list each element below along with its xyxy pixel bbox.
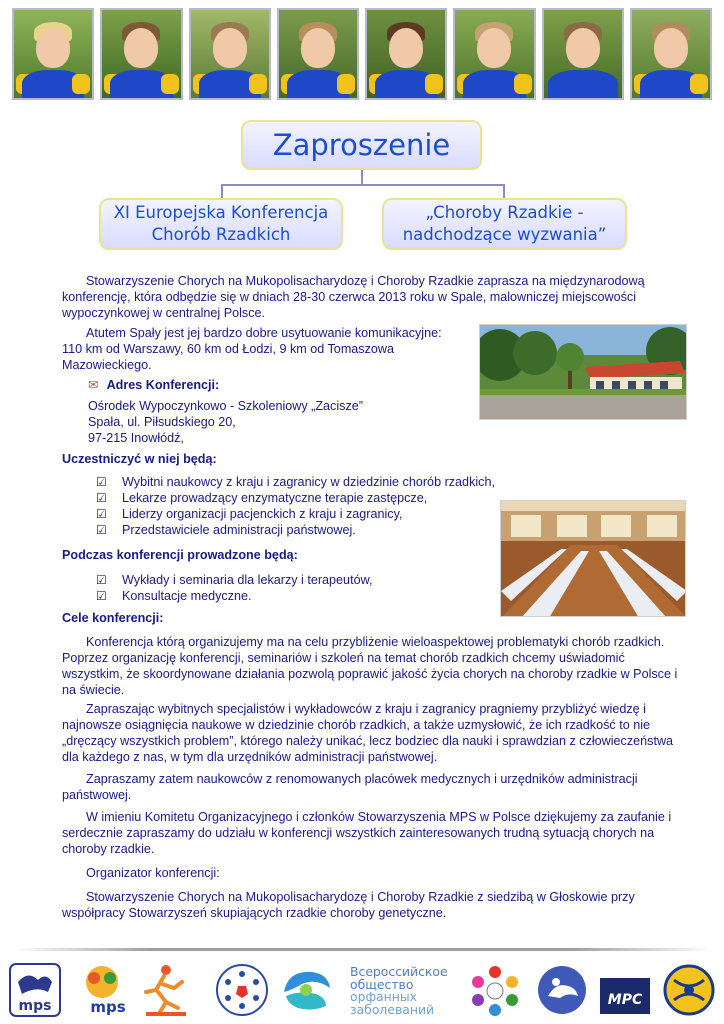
checkbox-icon: ☑ — [96, 523, 107, 537]
checkbox-icon: ☑ — [96, 589, 107, 603]
child-photo — [12, 8, 94, 100]
child-photo — [365, 8, 447, 100]
connector-line — [361, 170, 363, 185]
list-item: ☑ Liderzy organizacji pacjenckich z kraju i zagranicy, — [96, 507, 403, 521]
child-photo — [189, 8, 271, 100]
participants-list — [96, 474, 536, 538]
conference-name-line1: XI Europejska Konferencja — [113, 203, 329, 222]
conference-name-line2: Chorób Rzadkich — [151, 225, 291, 244]
ru-line4: заболеваний — [350, 1001, 435, 1017]
resort-photo — [479, 324, 687, 420]
ru-line1: Всероссийское — [350, 964, 448, 979]
location-line1: Atutem Spały jest jej bardzo dobre usytuowanie komunikacyjne: — [86, 326, 442, 340]
conference-theme-line2: nadchodzące wyzwania” — [402, 225, 607, 244]
address-line2: Spała, ul. Piłsudskiego 20, — [88, 415, 236, 429]
page-title: Zaproszenie — [272, 128, 451, 162]
location-line2: 110 km od Warszawy, 60 km od Łodzi, 9 km od Tomaszowa — [62, 342, 395, 356]
stars-circle-logo — [214, 962, 270, 1018]
during-list — [96, 572, 476, 604]
checkbox-icon: ☑ — [96, 507, 107, 521]
during-heading: Podczas konferencji prowadzone będą: — [62, 548, 298, 562]
goals-paragraph-2: Zapraszając wybitnych specjalistów i wykładowców z kraju i zagranicy pragniemy przybliżyć wiedzę i najnowsze osiągnięcia naukowe w dziedzinie chorób rzadkich, a także uzmysłowić, że ich rzadkość to nie „dręczący wszystkich problem”, którego należy unikać, lecz bodziec dla nauki i sprawdzian z człowieczeństwa dla każdego z nas, w tym dla urzędników administracji państwowej. — [62, 702, 674, 764]
child-photo — [630, 8, 712, 100]
child-photo — [277, 8, 359, 100]
puzzle-people-logo — [468, 962, 522, 1018]
child-photo — [100, 8, 182, 100]
mps-logo — [8, 962, 62, 1018]
list-item: ☑ Konsultacje medyczne. — [96, 589, 252, 603]
title-box — [241, 120, 482, 170]
list-item: ☑ Lekarze prowadzący enzymatyczne terapie zastępcze, — [96, 491, 428, 505]
child-photo — [542, 8, 624, 100]
mps-logo-text: mps — [18, 998, 52, 1014]
checkbox-icon: ☑ — [96, 491, 107, 505]
swirl-logo — [276, 962, 336, 1018]
footer-divider — [12, 948, 712, 951]
conference-name-box — [99, 198, 343, 250]
list-item: ☑ Wykłady i seminaria dla lekarzy i terapeutów, — [96, 573, 373, 587]
checkbox-icon: ☑ — [96, 573, 107, 587]
conference-theme-box — [382, 198, 627, 250]
runner-logo — [140, 962, 190, 1018]
address-line3: 97-215 Inowłódź, — [88, 431, 184, 445]
organizer-paragraph: Stowarzyszenie Chorych na Mukopolisacharydozę i Choroby Rzadkie z siedzibą w Głoskowie przy współpracy Stowarzyszeń skupiających rzadkie choroby genetyczne. — [62, 890, 635, 920]
location-paragraph — [62, 325, 482, 373]
goals-heading: Cele konferencji: — [62, 611, 164, 625]
connector-line — [221, 184, 223, 198]
address-heading: Adres Konferencji: — [106, 378, 220, 392]
russian-society-name — [350, 966, 448, 1016]
organizer-heading: Organizator konferencji: — [86, 866, 220, 880]
goals-paragraph-3: Zapraszamy zatem naukowców z renomowanych placówek medycznych i urzędników administracji państwowej. — [62, 772, 638, 802]
ru-line2: общество — [350, 976, 414, 992]
address-heading-row — [88, 377, 219, 392]
mps-color-logo-text: mps — [90, 998, 126, 1016]
goals-paragraph-4: W imieniu Komitetu Organizacyjnego i członków Stowarzyszenia MPS w Polsce dziękujemy za zaufanie i serdecznie zapraszamy do udziału w konferencji wszystkich zainteresowanych trudną sytuacją chorych na choroby rzadkie. — [62, 810, 672, 856]
checkbox-icon: ☑ — [96, 475, 107, 489]
conference-theme-line1: „Choroby Rzadkie - — [425, 203, 584, 222]
mps-color-logo — [72, 962, 132, 1018]
conference-hall-photo — [500, 500, 686, 617]
child-photo — [453, 8, 535, 100]
partner-logos — [6, 962, 718, 1018]
connector-line — [503, 184, 505, 198]
children-photo-strip — [12, 8, 712, 100]
participants-heading: Uczestniczyć w niej będą: — [62, 452, 217, 466]
connector-line — [221, 184, 504, 186]
mpc-logo — [598, 962, 652, 1018]
goals-paragraph-1: Konferencja którą organizujemy ma na celu przybliżenie wieloaspektowej problematyki chorób rzadkich. Poprzez organizację konferencji, seminariów i szkoleń na temat chorób rzadkich chcemy uświadomić wszystkim, że skoordynowane działania pozwolą poprawić jakość życia chorych na choroby rzadkie w Polsce i na świecie. — [62, 635, 678, 697]
intro-paragraph: Stowarzyszenie Chorych na Mukopolisacharydozę i Choroby Rzadkie zaprasza na międzynarodową konferencję, która odbędzie się w dniach 28-30 czerwca 2013 roku w Spale, malowniczej miejscowości wypoczynkowej w centralnej Polsce. — [62, 274, 645, 320]
ru-line3: орфанных — [350, 989, 417, 1005]
mpc-logo-text: MPC — [607, 992, 643, 1008]
location-line3: Mazowieckiego. — [62, 358, 152, 372]
list-item: ☑ Przedstawiciele administracji państwowej. — [96, 523, 356, 537]
address-block — [88, 398, 468, 446]
helping-hands-logo — [534, 962, 590, 1018]
envelope-icon: ✉ — [88, 377, 99, 392]
address-line1: Ośrodek Wypoczynkowo - Szkoleniowy „Zacisze” — [88, 399, 363, 413]
ball-logo — [662, 962, 716, 1018]
list-item: ☑ Wybitni naukowcy z kraju i zagranicy w dziedzinie chorób rzadkich, — [96, 475, 495, 489]
